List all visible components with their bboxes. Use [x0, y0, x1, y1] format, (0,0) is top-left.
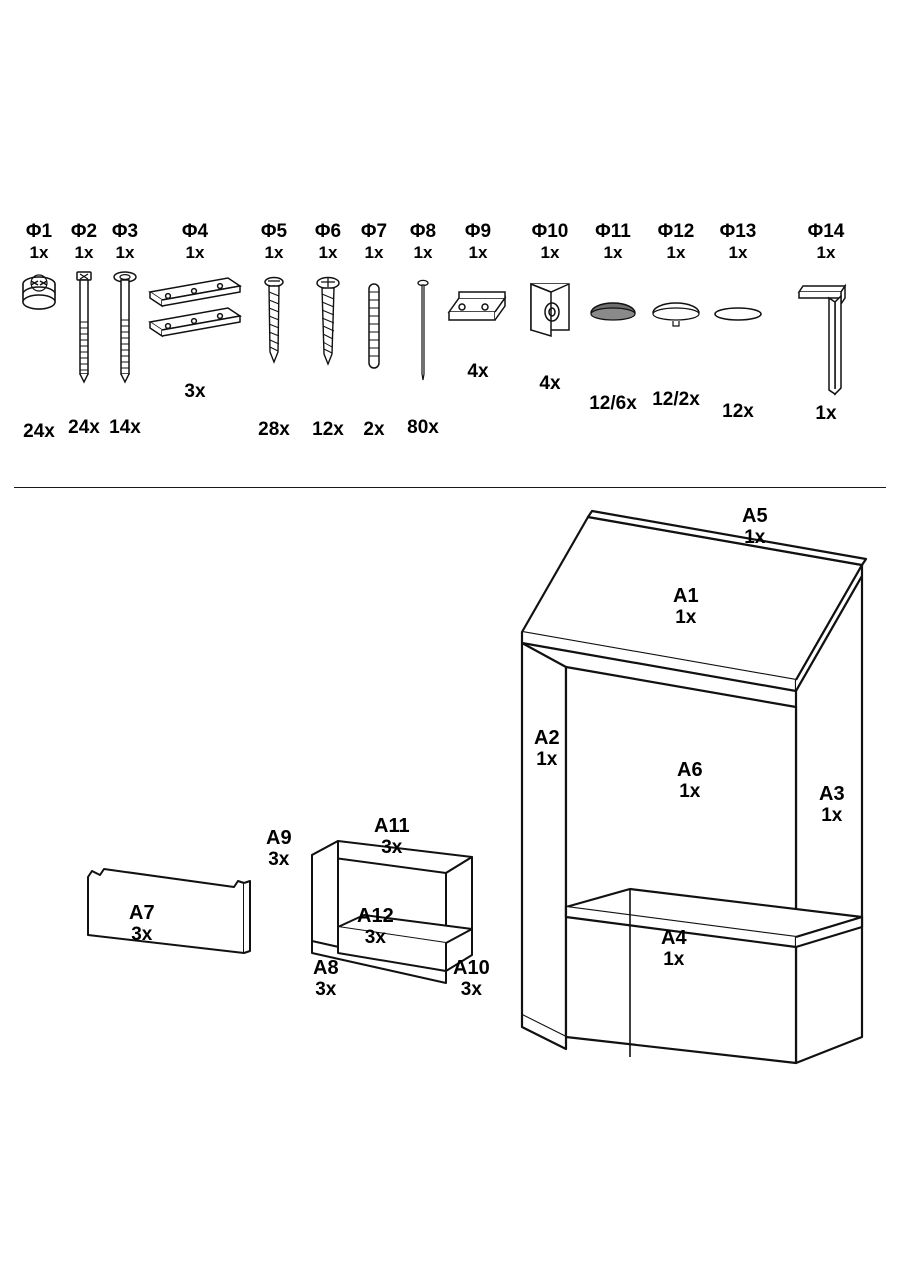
- panel-code: A2: [534, 727, 560, 749]
- hardware-header-qty: 1x: [413, 242, 433, 262]
- hardware-below-qty: 12x: [312, 418, 344, 440]
- hardware-code: Φ12: [657, 221, 695, 242]
- hardware-item-10: [517, 222, 583, 394]
- hardware-item-3: [100, 222, 150, 438]
- hardware-item-4: [145, 222, 245, 402]
- panel-qty: 1x: [821, 805, 843, 827]
- hardware-below-qty: 12/6x: [589, 392, 637, 414]
- corner-bracket-icon: [517, 278, 583, 358]
- hardware-header-qty: 1x: [264, 242, 284, 262]
- hardware-item-7: [350, 222, 398, 440]
- panel-code: A5: [742, 505, 768, 527]
- panel-qty: 3x: [268, 849, 290, 871]
- hardware-code: Φ1: [25, 221, 53, 242]
- panels-section: [0, 487, 900, 1280]
- panel-label-a11: [374, 815, 410, 859]
- dowel-icon: [350, 278, 398, 398]
- panel-label-a2: [534, 727, 560, 771]
- hardware-item-5: [246, 222, 302, 440]
- hardware-header-qty: 1x: [468, 242, 488, 262]
- hardware-below-qty: 28x: [258, 418, 290, 440]
- panel-qty: 1x: [679, 781, 701, 803]
- mounting-plate-icon: [443, 280, 513, 348]
- hardware-header-qty: 1x: [540, 242, 560, 262]
- hardware-header-qty: 1x: [816, 242, 836, 262]
- panel-code: A7: [129, 902, 155, 924]
- hardware-below-qty: 3x: [184, 380, 206, 402]
- panel-label-a3: [819, 783, 845, 827]
- hardware-item-6: [300, 222, 356, 440]
- hardware-section: [0, 0, 900, 487]
- panel-qty: 1x: [744, 527, 766, 549]
- hardware-header-qty: 1x: [29, 242, 49, 262]
- panel-code: A8: [313, 957, 339, 979]
- hardware-below-qty: 24x: [68, 416, 100, 438]
- panel-qty: 1x: [663, 949, 685, 971]
- cover-cap-dark-icon: [581, 300, 645, 384]
- panel-label-a9: [266, 827, 292, 871]
- hardware-code: Φ13: [719, 221, 757, 242]
- hardware-header-qty: 1x: [666, 242, 686, 262]
- panel-code: A12: [357, 905, 394, 927]
- hardware-header-qty: 1x: [364, 242, 384, 262]
- bolt-flat-head-icon: [100, 270, 150, 390]
- panel-label-a4: [661, 927, 687, 971]
- panel-label-a8: [313, 957, 339, 1001]
- allen-key-icon: [790, 278, 862, 408]
- panel-label-a6: [677, 759, 703, 803]
- panel-qty: 1x: [536, 749, 558, 771]
- panel-code: A1: [673, 585, 699, 607]
- hardware-item-12: [643, 222, 709, 410]
- hardware-code: Φ5: [260, 221, 288, 242]
- hardware-header-qty: 1x: [74, 242, 94, 262]
- hardware-below-qty: 12/2x: [652, 388, 700, 410]
- hardware-item-11: [581, 222, 645, 414]
- hardware-item-9: [443, 222, 513, 382]
- panel-qty: 3x: [131, 924, 153, 946]
- panel-qty: 3x: [364, 927, 386, 949]
- panel-label-a12: [357, 905, 394, 949]
- panel-qty: 3x: [381, 837, 403, 859]
- hardware-code: Φ9: [464, 221, 492, 242]
- hardware-code: Φ11: [595, 221, 631, 242]
- panel-code: A4: [661, 927, 687, 949]
- hardware-below-qty: 1x: [815, 402, 837, 424]
- drawer-slide-icon: [145, 276, 245, 376]
- hardware-below-qty: 4x: [467, 360, 489, 382]
- panel-qty: 3x: [315, 979, 337, 1001]
- panel-code: A6: [677, 759, 703, 781]
- screw-large-icon: [300, 276, 356, 396]
- hardware-below-qty: 14x: [109, 416, 141, 438]
- hardware-header-qty: 1x: [115, 242, 135, 262]
- panel-label-a7: [129, 902, 155, 946]
- hardware-code: Φ8: [409, 221, 437, 242]
- hardware-below-qty: 4x: [539, 372, 561, 394]
- panel-label-a10: [453, 957, 490, 1001]
- hardware-below-qty: 2x: [363, 418, 385, 440]
- hardware-item-14: [790, 222, 862, 424]
- hardware-header-qty: 1x: [728, 242, 748, 262]
- panel-label-a5: [742, 505, 768, 549]
- hardware-code: Φ14: [807, 221, 845, 242]
- panel-code: A11: [374, 815, 410, 837]
- hardware-code: Φ7: [360, 221, 388, 242]
- hardware-item-13: [707, 222, 769, 422]
- hardware-below-qty: 24x: [23, 420, 55, 442]
- panel-code: A3: [819, 783, 845, 805]
- panel-label-a1: [673, 585, 699, 629]
- hardware-code: Φ6: [314, 221, 342, 242]
- hardware-code: Φ10: [531, 221, 569, 242]
- hardware-below-qty: 80x: [407, 416, 439, 438]
- cover-cap-light-icon: [643, 300, 709, 384]
- hardware-below-qty: 12x: [722, 400, 754, 422]
- panel-qty: 3x: [460, 979, 482, 1001]
- hardware-header-qty: 1x: [318, 242, 338, 262]
- panel-qty: 1x: [675, 607, 697, 629]
- screw-small-icon: [246, 276, 302, 396]
- panel-code: A10: [453, 957, 490, 979]
- hardware-code: Φ4: [181, 221, 209, 242]
- cover-disc-icon: [707, 304, 769, 388]
- hardware-header-qty: 1x: [603, 242, 623, 262]
- drawer-front-drawing: [78, 863, 258, 973]
- panel-code: A9: [266, 827, 292, 849]
- hardware-code: Φ2: [70, 221, 98, 242]
- hardware-code: Φ3: [111, 221, 139, 242]
- hardware-header-qty: 1x: [185, 242, 205, 262]
